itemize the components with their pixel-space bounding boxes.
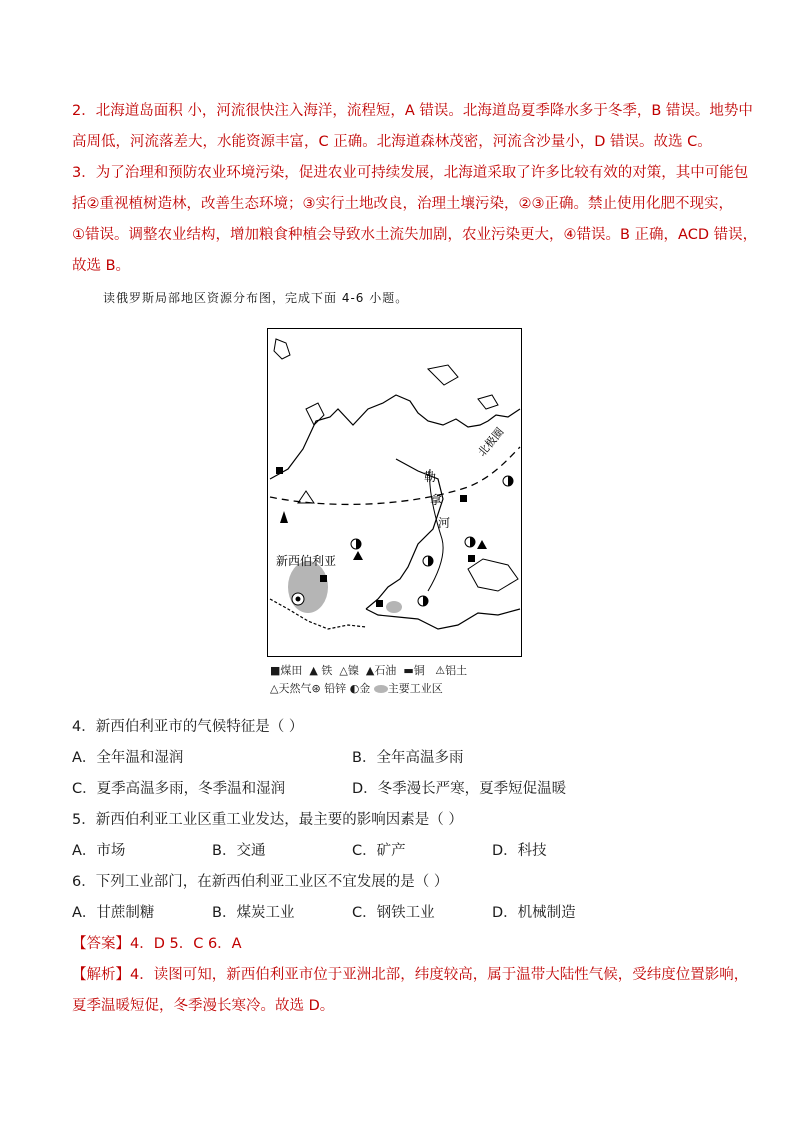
island-3 — [428, 365, 458, 385]
lead-zinc-legend-label: 铅锌 — [324, 682, 347, 695]
gold-symbol-fill — [423, 596, 428, 606]
peninsula — [468, 559, 518, 591]
island-4 — [478, 395, 498, 409]
gold-legend-icon: ◐ — [349, 682, 360, 695]
question-4-option-c: C．夏季高温多雨，冬季温和湿润 — [72, 781, 286, 797]
question-5-option-a: A．市场 — [72, 843, 126, 859]
oil-legend-label: 石油 — [374, 664, 397, 677]
coal-symbol — [376, 600, 383, 607]
question-6-option-a: A．甘蔗制糖 — [72, 905, 155, 921]
industrial-area-2 — [386, 601, 402, 613]
analysis-q2-line1: 2．北海道岛面积 小，河流很快注入海洋，流程短，A 错误。北海道岛夏季降水多于冬季，B 错误。地势中 — [72, 103, 753, 119]
question-5-stem: 5．新西伯利亚工业区重工业发达，最主要的影响因素是（ ） — [72, 812, 463, 828]
iron-symbol — [477, 540, 487, 549]
island-1 — [274, 339, 290, 359]
gold-symbol-fill — [470, 537, 475, 547]
coal-legend-icon: ■ — [270, 664, 281, 677]
question-6-option-b: B．煤炭工业 — [212, 905, 295, 921]
answer-text: 4．D 5．C 6．A — [130, 936, 242, 952]
southern-coastline — [366, 609, 520, 629]
novosibirsk-label: 新西伯利亚 — [276, 554, 337, 568]
northern-coastline — [270, 395, 520, 479]
question-6-option-d: D．机械制造 — [492, 905, 576, 921]
industrial-area-novosibirsk — [288, 561, 328, 613]
gas-legend-label: 天然气 — [278, 682, 312, 695]
map-svg — [268, 329, 521, 656]
question-4-option-a: A．全年温和湿润 — [72, 750, 184, 766]
question-5-option-b: B．交通 — [212, 843, 266, 859]
gold-symbol-fill — [428, 556, 433, 566]
nickel-legend-label: 镍 — [347, 664, 359, 677]
lena-label-2: 拿 — [430, 493, 443, 507]
legend-row-1 — [270, 662, 467, 678]
analysis-line-2: 夏季温暖短促，冬季漫长寒冷。故选 D。 — [72, 998, 335, 1014]
gold-symbol-fill — [508, 476, 513, 486]
analysis-q3-line4: 故选 B。 — [72, 258, 131, 274]
lena-river — [428, 469, 443, 591]
analysis-text-1: 4．读图可知，新西伯利亚市位于亚洲北部，纬度较高，属于温带大陆性气候，受纬度位置影响， — [130, 967, 749, 983]
copper-legend-icon: ▬ — [403, 664, 414, 677]
lena-label-3: 河 — [438, 516, 451, 530]
question-5-option-c: C．矿产 — [352, 843, 406, 859]
lead-zinc-legend-icon: ⊛ — [311, 682, 321, 695]
resource-map — [267, 328, 522, 657]
oil-symbol — [280, 511, 288, 523]
question-6-option-c: C．钢铁工业 — [352, 905, 435, 921]
analysis-q3-line3: ①错误。调整农业结构，增加粮食种植会导致水土流失加剧，农业污染更大，④错误。B 正确，ACD 错误， — [72, 227, 758, 243]
map-caption: 读俄罗斯局部地区资源分布图，完成下面 4-6 小题。 — [103, 291, 409, 305]
lena-label-1: 勒 — [424, 470, 437, 484]
analysis-q3-line1: 3．为了治理和预防农业环境污染，促进农业可持续发展，北海道采取了许多比较有效的对策，其中可能包 — [72, 165, 749, 181]
legend-row-2 — [270, 680, 443, 696]
analysis-q2-line2: 高周低，河流落差大，水能资源丰富，C 正确。北海道森林茂密，河流含沙量小，D 错误。故选 C。 — [72, 134, 712, 150]
iron-legend-icon: ▲ — [309, 664, 318, 677]
coal-symbol — [276, 467, 283, 474]
coal-symbol — [320, 575, 327, 582]
industrial-area-legend-icon — [374, 685, 388, 693]
gold-legend-label: 金 — [359, 682, 371, 695]
coal-legend-label: 煤田 — [280, 664, 303, 677]
question-4-option-d: D．冬季漫长严寒，夏季短促温暖 — [352, 781, 567, 797]
analysis-q3-line2: 括②重视植树造林，改善生态环境；③实行土地改良，治理土壤污染，②③正确。禁止使用化肥不现实， — [72, 196, 733, 212]
answer-line — [72, 934, 242, 954]
industrial-area-legend-label: 主要工业区 — [387, 682, 443, 695]
bauxite-legend-icon: ⚠ — [435, 664, 446, 677]
copper-legend-label: 铜 — [413, 664, 425, 677]
gold-symbol-fill — [356, 539, 361, 549]
coal-symbol — [468, 555, 475, 562]
question-4-stem: 4．新西伯利亚市的气候特征是（ ） — [72, 719, 304, 735]
question-5-option-d: D．科技 — [492, 843, 547, 859]
oil-legend-icon: ▲ — [365, 664, 375, 677]
lead-zinc-symbol-core — [296, 597, 301, 602]
iron-legend-label: 铁 — [321, 664, 333, 677]
arctic-circle-label: 北极圈 — [475, 425, 507, 459]
iron-symbol — [353, 551, 363, 560]
nickel-legend-icon: △ — [339, 664, 348, 677]
analysis-line-1 — [72, 965, 748, 985]
question-6-stem: 6．下列工业部门，在新西伯利亚工业区不宜发展的是（ ） — [72, 874, 449, 890]
coal-symbol — [460, 495, 467, 502]
bauxite-legend-label: 铝土 — [445, 664, 468, 677]
analysis-tag: 【解析】 — [72, 967, 130, 983]
question-4-option-b: B．全年高温多雨 — [352, 750, 464, 766]
island-2 — [306, 403, 324, 425]
answer-tag: 【答案】 — [72, 936, 130, 952]
gas-legend-icon: △ — [270, 682, 279, 695]
